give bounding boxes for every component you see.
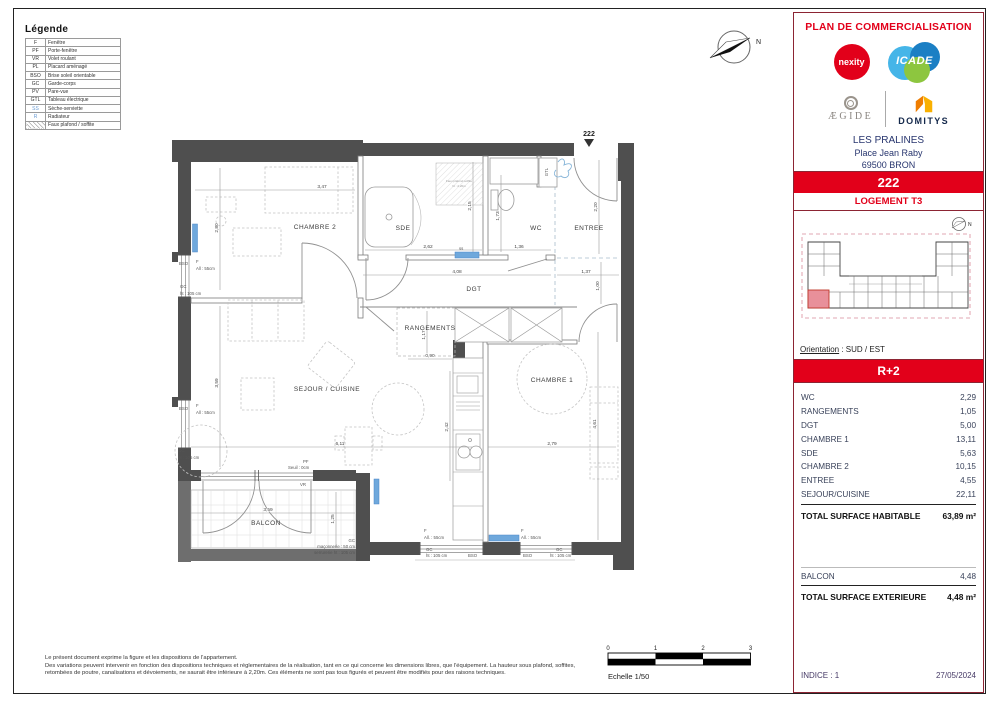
radiator xyxy=(489,535,519,541)
legend-key: PL xyxy=(26,63,46,71)
svg-text:ht : 2,20m: ht : 2,20m xyxy=(452,184,466,188)
sidebar-header xyxy=(794,13,983,171)
svg-text:GC: GC xyxy=(348,538,355,543)
project-name: LES PRALINES xyxy=(852,135,925,146)
svg-text:ht : 105 cm: ht : 105 cm xyxy=(180,291,202,296)
legend-label: Sèche-serviette xyxy=(46,105,121,113)
svg-text:0: 0 xyxy=(606,646,610,652)
legend-key: GTL xyxy=(26,96,46,104)
icade-logo-text: ICADE xyxy=(896,55,933,67)
svg-text:1,37: 1,37 xyxy=(581,270,591,275)
indice: INDICE : 1 xyxy=(801,671,840,680)
room-label-balcon: BALCON xyxy=(251,520,281,527)
svg-text:ht : 105 cm: ht : 105 cm xyxy=(426,553,448,558)
svg-text:222: 222 xyxy=(583,131,595,138)
legend-label: Brise soleil orientable xyxy=(46,72,121,80)
legend-label: Volet roulant xyxy=(46,55,121,63)
orientation-value: : SUD / EST xyxy=(839,345,885,354)
svg-text:F: F xyxy=(424,528,427,533)
room-label-entree: ENTREE xyxy=(574,225,604,232)
svg-text:F: F xyxy=(196,403,199,408)
highlighted-unit xyxy=(808,290,829,308)
table-row: CHAMBRE 2 10,15 xyxy=(801,462,976,472)
icade-logo xyxy=(886,41,944,83)
washbasin xyxy=(490,158,538,184)
total-exterior-row: TOTAL SURFACE EXTERIEURE 4,48 m² xyxy=(801,592,976,603)
table-row: ENTREE 4,55 xyxy=(801,476,976,486)
svg-text:1,00: 1,00 xyxy=(596,281,601,291)
svg-text:6,11: 6,11 xyxy=(335,442,345,447)
address-street: Place Jean Raby xyxy=(854,148,923,158)
legend-label: Tableau électrique xyxy=(46,96,121,104)
legend-key: F xyxy=(26,39,46,47)
aegide-logo xyxy=(828,96,873,122)
svg-text:Faux plafond soffite: Faux plafond soffite xyxy=(445,179,473,183)
svg-text:F: F xyxy=(521,528,524,533)
domitys-logo-text: DOMITYS xyxy=(898,115,950,126)
svg-text:2,62: 2,62 xyxy=(423,245,433,250)
svg-text:ht : 105 cm: ht : 105 cm xyxy=(550,553,572,558)
svg-text:3: 3 xyxy=(748,646,753,652)
svg-text:GC: GC xyxy=(180,284,187,289)
room-label-wc: WC xyxy=(530,225,542,232)
table-row: CHAMBRE 1 13,11 xyxy=(801,434,976,444)
title-block-sidebar xyxy=(793,12,984,693)
legend-label: Garde-corps xyxy=(46,80,121,88)
svg-text:F: F xyxy=(196,259,199,264)
key-plan xyxy=(794,211,983,359)
svg-text:1,25: 1,25 xyxy=(331,514,336,524)
room-label-sejour: SEJOUR / CUISINE xyxy=(293,386,361,393)
svg-text:GC: GC xyxy=(178,448,185,453)
svg-text:GC: GC xyxy=(426,547,433,552)
svg-text:2,80: 2,80 xyxy=(215,223,220,233)
svg-text:1: 1 xyxy=(653,646,658,652)
areas-table xyxy=(794,383,983,692)
legend-title: Légende xyxy=(25,24,69,35)
scale-bar xyxy=(606,646,753,681)
legend-key: VR xyxy=(26,55,46,63)
svg-text:All : 55cm: All : 55cm xyxy=(196,266,215,271)
north-compass-icon xyxy=(710,31,761,63)
gtl-label: GTL xyxy=(544,167,549,177)
svg-text:All. : 55cm: All. : 55cm xyxy=(424,535,445,540)
radiator xyxy=(374,479,379,504)
svg-text:2,42: 2,42 xyxy=(445,422,450,432)
legend-label: Porte-fenêtre xyxy=(46,47,121,55)
svg-text:PF: PF xyxy=(303,459,309,464)
room-label-sde: SDE xyxy=(395,225,411,232)
scale-label: Echelle 1/50 xyxy=(608,672,650,681)
legend-label: Faux plafond / soffite xyxy=(46,121,121,129)
svg-text:All : 55cm: All : 55cm xyxy=(196,410,215,415)
svg-text:GC: GC xyxy=(556,547,563,552)
svg-text:2,20: 2,20 xyxy=(594,202,599,212)
svg-text:BSO: BSO xyxy=(468,553,478,558)
svg-text:BSO: BSO xyxy=(179,261,189,266)
disclaimer-line: Des variations peuvent intervenir en fonction des dispositions techniques et réglementaires de la réalisation, tant en ce qui concerne les dimensions libres, que l'équipement. La hauteur sous plafond, soffites, xyxy=(45,662,576,669)
svg-text:Seuil : 0cm: Seuil : 0cm xyxy=(288,465,310,470)
orientation-label: Orientation xyxy=(800,345,840,354)
svg-text:3,47: 3,47 xyxy=(317,185,327,190)
nexity-logo xyxy=(834,44,870,80)
logo-divider xyxy=(885,91,886,127)
table-row: WC 2,29 xyxy=(801,393,976,403)
svg-text:4,61: 4,61 xyxy=(593,419,598,429)
svg-text:1,36: 1,36 xyxy=(514,245,524,250)
aegide-logo-text: ÆGIDE xyxy=(827,111,874,122)
svg-text:N: N xyxy=(756,39,762,46)
svg-text:1,73: 1,73 xyxy=(496,211,501,221)
room-label-chambre1: CHAMBRE 1 xyxy=(530,377,574,384)
legend-key: SS xyxy=(26,105,46,113)
disclaimer-line: Le présent document exprime la figure et les dispositions de l'appartement. xyxy=(45,655,238,661)
svg-text:ht : 105 cm: ht : 105 cm xyxy=(178,455,200,460)
radiator xyxy=(193,224,198,252)
legend-label: Pare-vue xyxy=(46,88,121,96)
svg-text:2,15: 2,15 xyxy=(468,201,473,211)
legend-label: Radiateur xyxy=(46,113,121,121)
domitys-logo xyxy=(898,93,949,126)
svg-text:2,79: 2,79 xyxy=(547,442,557,447)
address-city: 69500 BRON xyxy=(861,160,916,170)
disclaimer-line: retombées de poutre, canalisations et dévoiements, ne saurait être inférieure à 2,20m. Ces éléments ne sont pas tous figurés et peuvent être modifiés pour des raisons techniques. xyxy=(45,670,506,677)
toilet-bowl xyxy=(498,190,514,211)
svg-text:serrurerie ht : 105 cm: serrurerie ht : 105 cm xyxy=(314,550,355,555)
project-address xyxy=(794,134,983,171)
keyplan-compass-icon xyxy=(952,218,972,231)
nexity-logo-text: nexity xyxy=(838,57,865,67)
aegide-rosette-icon xyxy=(844,96,858,110)
date: 27/05/2024 xyxy=(935,671,976,680)
room-label-dgt: DGT xyxy=(466,286,482,293)
svg-text:VR: VR xyxy=(300,482,306,487)
svg-text:ss: ss xyxy=(459,246,464,251)
svg-text:BSO: BSO xyxy=(523,553,533,558)
svg-text:3,59: 3,59 xyxy=(215,378,220,388)
disclaimer xyxy=(45,655,585,678)
unit-number-banner: 222 xyxy=(794,171,983,193)
key-plan-drawing xyxy=(794,214,983,332)
svg-text:1,17: 1,17 xyxy=(422,330,427,340)
floor-banner: R+2 xyxy=(794,359,983,383)
legend-label: Fenêtre xyxy=(46,39,121,47)
balcony-row: BALCON 4,48 xyxy=(801,571,976,581)
legend-key: R xyxy=(26,113,46,121)
legend-key: GC xyxy=(26,80,46,88)
room-label-rangements: RANGEMENTS xyxy=(404,325,456,332)
svg-text:2: 2 xyxy=(701,646,705,652)
towel-radiator xyxy=(455,252,479,258)
revision-row xyxy=(801,671,976,682)
total-habitable-row: TOTAL SURFACE HABITABLE 63,89 m² xyxy=(801,511,976,522)
svg-text:maçonnerie : 50 cm: maçonnerie : 50 cm xyxy=(317,544,355,549)
entry-marker xyxy=(583,131,595,147)
legend-key: PV xyxy=(26,88,46,96)
room-label-chambre2: CHAMBRE 2 xyxy=(293,224,337,231)
orientation-line xyxy=(800,345,885,354)
svg-text:N: N xyxy=(968,222,972,228)
table-row: SDE 5,63 xyxy=(801,448,976,458)
toilet-tank xyxy=(491,190,498,210)
legend-label: Placard aménagé xyxy=(46,63,121,71)
table-row: DGT 5,00 xyxy=(801,420,976,430)
svg-text:3,59: 3,59 xyxy=(263,508,273,513)
table-row: RANGEMENTS 1,05 xyxy=(801,407,976,417)
table-row: SEJOUR/CUISINE 22,11 xyxy=(801,489,976,499)
document-title: PLAN DE COMMERCIALISATION xyxy=(805,22,972,33)
legend-key: PF xyxy=(26,47,46,55)
unit-type-banner: LOGEMENT T3 xyxy=(794,193,983,211)
svg-text:BSO: BSO xyxy=(179,406,189,411)
legend-key: BSO xyxy=(26,72,46,80)
svg-text:All. : 55cm: All. : 55cm xyxy=(521,535,542,540)
svg-text:4,08: 4,08 xyxy=(452,270,462,275)
svg-text:0,90: 0,90 xyxy=(425,354,435,359)
domitys-mark-icon xyxy=(913,93,935,115)
